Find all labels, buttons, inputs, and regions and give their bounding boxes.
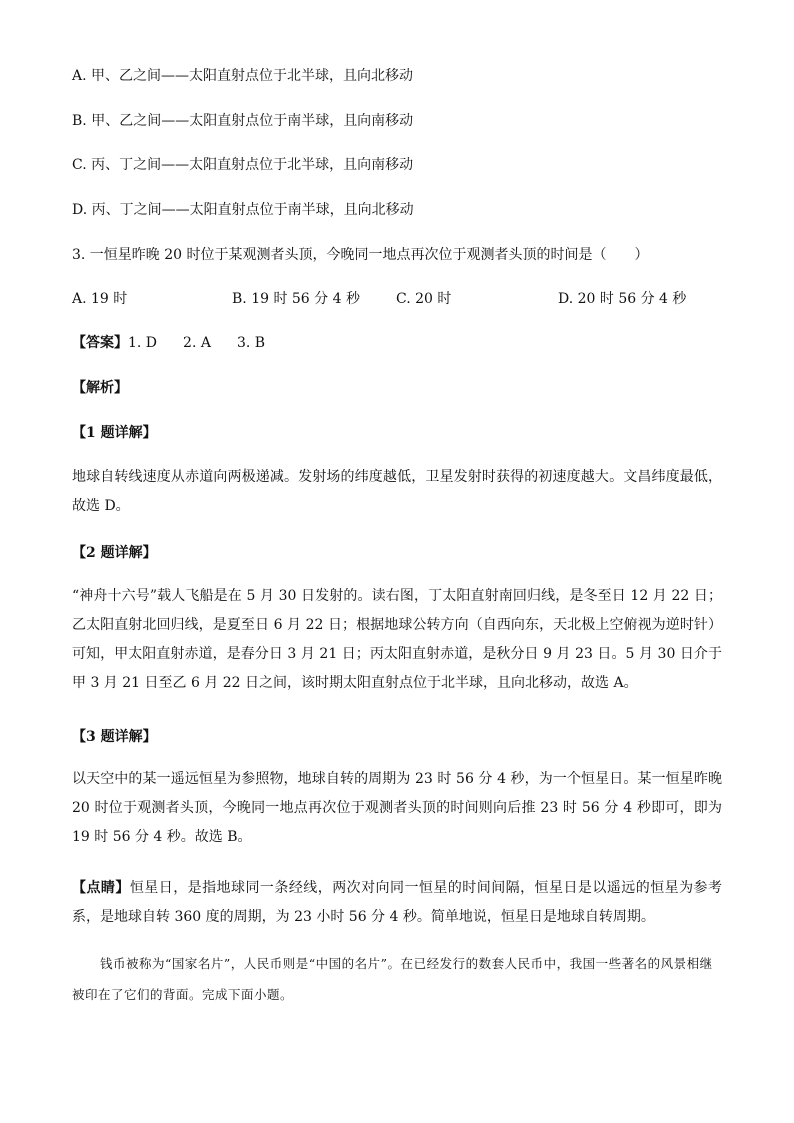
detail1-text: 地球自转线速度从赤道向两极递减。发射场的纬度越低，卫星发射时获得的初速度越大。文昌纬度最低，故选 D。 — [72, 469, 722, 514]
answer-label: 【答案】 — [72, 335, 128, 351]
q2-option-d: D. 丙、丁之间——太阳直射点位于南半球，且向北移动 — [72, 202, 414, 218]
detail1-title: 【1 题详解】 — [72, 425, 157, 441]
detail2-title: 【2 题详解】 — [72, 545, 157, 561]
q3-option-a: A. 19 时 — [72, 291, 128, 307]
analysis-label: 【解析】 — [72, 380, 128, 396]
q2-option-b: B. 甲、乙之间——太阳直射点位于南半球，且向南移动 — [72, 113, 414, 129]
tip-label: 【点睛】 — [72, 880, 130, 896]
answer-line — [72, 333, 265, 353]
answer-item-3: 3. B — [236, 335, 266, 351]
next-section-intro: 钱币被称为“国家名片”，人民币则是“中国的名片”。在已经发行的数套人民币中，我国一些著名的风景相继被印在了它们的背面。完成下面小题。 — [72, 956, 713, 1002]
detail3-title: 【3 题详解】 — [72, 729, 157, 745]
q3-stem: 3. 一恒星昨晚 20 时位于某观测者头顶，今晚同一地点再次位于观测者头顶的时间是（ ） — [72, 247, 649, 263]
tip-text: 恒星日，是指地球同一条经线，两次对向同一恒星的时间间隔，恒星日是以遥远的恒星为参考系，是地球自转 360 度的周期，为 23 小时 56 分 4 秒。简单地说，恒星日是地球自转周期。 — [72, 880, 723, 925]
answer-item-2: 2. A — [183, 335, 211, 351]
detail3-text: 以天空中的某一遥远恒星为参照物，地球自转的周期为 23 时 56 分 4 秒，为一个恒星日。某一恒星昨晚 20 时位于观测者头顶，今晚同一地点再次位于观测者头顶的时间则向后推 23 时 56 分 4 秒即可，即为 19 时 56 分 4 秒。故选 B。 — [72, 771, 722, 845]
tip-paragraph — [72, 874, 722, 932]
q3-option-b: B. 19 时 56 分 4 秒 — [232, 291, 360, 307]
answer-item-1: 1. D — [128, 335, 158, 351]
q3-option-c: C. 20 时 — [396, 291, 452, 307]
q2-option-c: C. 丙、丁之间——太阳直射点位于北半球，且向南移动 — [72, 157, 414, 173]
q3-option-d: D. 20 时 56 分 4 秒 — [558, 291, 687, 307]
detail2-text: “神舟十六号”载人飞船是在 5 月 30 日发射的。读右图，丁太阳直射南回归线，是冬至日 12 月 22 日；乙太阳直射北回归线，是夏至日 6 月 22 日；根据地球公转方向（自西向东，天北极上空俯视为逆时针）可知，甲太阳直射赤道，是春分日 3 月 21 日；丙太阳直射赤道，是秋分日 9 月 23 日。5 月 30 日介于甲 3 月 21 日至乙 6 月 22 日之间，该时期太阳直射点位于北半球，且向北移动，故选 A。 — [72, 588, 722, 691]
q2-option-a: A. 甲、乙之间——太阳直射点位于北半球，且向北移动 — [72, 68, 414, 84]
